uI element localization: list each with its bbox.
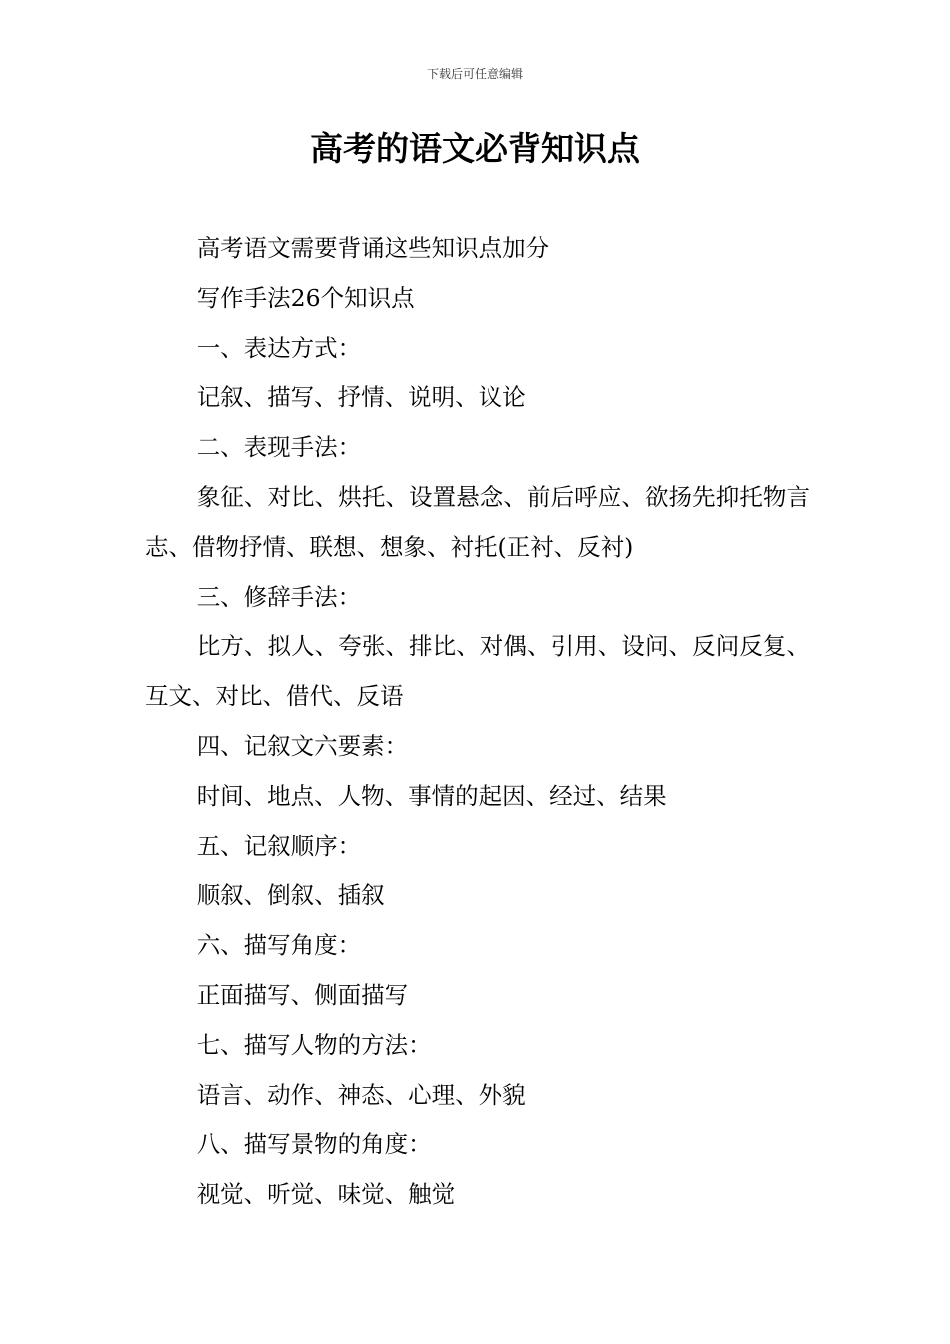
header-note: 下载后可任意编辑 (426, 67, 523, 81)
paragraph-writing-techniques: 写作手法26个知识点 (196, 283, 415, 312)
heading-narrative-elements: 四、记叙文六要素： (196, 731, 409, 760)
heading-character-description: 七、描写人物的方法： (196, 1030, 432, 1059)
document-title: 高考的语文必背知识点 (310, 129, 640, 168)
paragraph-scenery-description: 视觉、听觉、味觉、触觉 (196, 1180, 456, 1209)
paragraph-narrative-order: 顺叙、倒叙、插叙 (196, 881, 385, 910)
paragraph-intro: 高考语文需要背诵这些知识点加分 (196, 234, 550, 262)
heading-performance-techniques: 二、表现手法： (196, 433, 362, 462)
heading-expression-modes: 一、表达方式： (196, 333, 362, 362)
heading-narrative-order: 五、记叙顺序： (196, 831, 362, 860)
paragraph-rhetoric: 比方、拟人、夸张、排比、对偶、引用、设问、反问反复、互文、对比、借代、反语 (145, 632, 810, 711)
heading-description-angle: 六、描写角度： (196, 931, 362, 960)
paragraph-narrative-elements: 时间、地点、人物、事情的起因、经过、结果 (196, 781, 667, 810)
paragraph-character-description: 语言、动作、神态、心理、外貌 (196, 1080, 526, 1109)
document-body (145, 224, 810, 1220)
paragraph-description-angle: 正面描写、侧面描写 (196, 980, 409, 1009)
paragraph-performance-techniques: 象征、对比、烘托、设置悬念、前后呼应、欲扬先抑托物言志、借物抒情、联想、想象、衬托(正衬、反衬) (145, 482, 810, 561)
heading-rhetoric: 三、修辞手法： (196, 582, 362, 611)
paragraph-expression-modes: 记叙、描写、抒情、说明、议论 (196, 383, 526, 412)
heading-scenery-description: 八、描写景物的角度： (196, 1130, 432, 1159)
